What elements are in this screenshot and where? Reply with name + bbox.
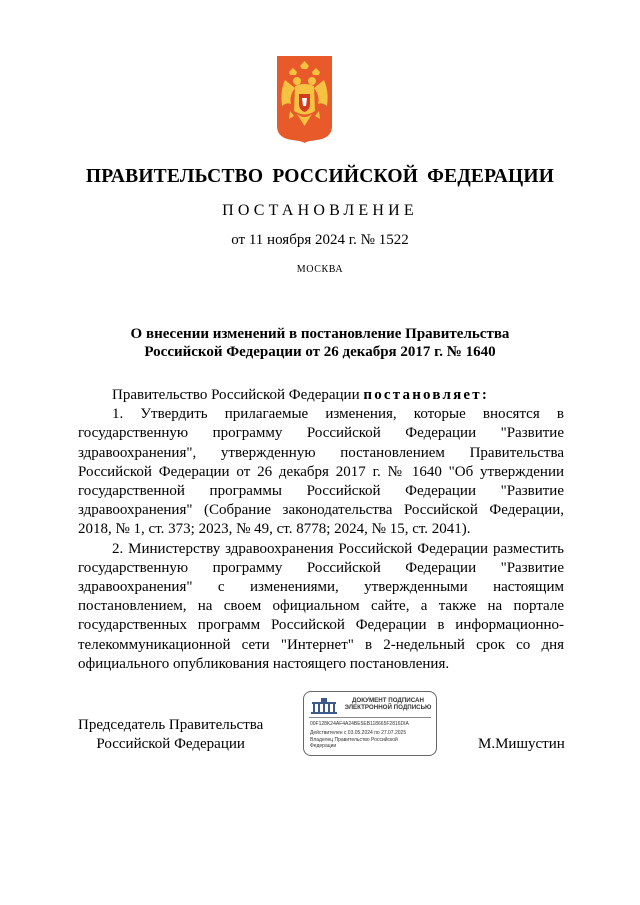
- intro-paragraph: [78, 386, 564, 405]
- document-city: МОСКВА: [296, 264, 344, 275]
- stamp-title: [342, 697, 434, 711]
- signatory-position: [78, 716, 263, 754]
- coat-of-arms-emblem: [277, 56, 332, 143]
- government-title: ПРАВИТЕЛЬСТВО РОССИЙСКОЙ ФЕДЕРАЦИИ: [85, 166, 555, 187]
- stamp-validity: Действителен с 03.05.2024 по 27.07.2025: [310, 730, 407, 736]
- document-subject: [100, 325, 540, 361]
- intro-decree-word: постановляет:: [363, 387, 490, 403]
- stamp-owner-line-1: Владелец Правительство Российской: [310, 737, 398, 743]
- signatory-position-line-2: Российской Федерации: [96, 736, 245, 752]
- signatory-position-line-1: Председатель Правительства: [78, 717, 264, 733]
- russian-coat-of-arms-icon: [277, 56, 332, 143]
- document-body: [78, 386, 564, 674]
- electronic-signature-stamp: [303, 691, 437, 756]
- stamp-divider: [309, 717, 431, 718]
- paragraph-1: 1. Утвердить прилагаемые изменения, которые вносятся в государственную программу Российской Федерации "Развитие здравоохранения", утвержденную постановлением Правительства Российской Федерации от 26 декабря 2017 г. № 1640 "Об утверждении государственной программы Российской Федерации "Развитие здравоохранения" (Собрание законодательства Российской Федерации, 2018, № 1, ст. 373; 2023, № 49, ст. 8778; 2024, № 15, ст. 2041).: [78, 406, 564, 538]
- stamp-owner-line-2: Федерации: [310, 743, 337, 749]
- subject-line-1: О внесении изменений в постановление Правительства: [130, 326, 510, 342]
- signatory-name: М.Мишустин: [478, 736, 565, 752]
- document-type: ПОСТАНОВЛЕНИЕ: [222, 202, 418, 219]
- stamp-certificate: 00F128K24AF4A24BE5EB118665F2816DIA: [310, 721, 409, 727]
- document-date-number: от 11 ноября 2024 г. № 1522: [231, 232, 409, 248]
- stamp-title-line-2: ЭЛЕКТРОННОЙ ПОДПИСЬЮ: [344, 704, 432, 711]
- intro-text: Правительство Российской Федерации: [112, 387, 364, 403]
- subject-line-2: Российской Федерации от 26 декабря 2017 г. № 1640: [144, 344, 496, 360]
- paragraph-2: 2. Министерству здравоохранения Российской Федерации разместить государственную программу Российской Федерации "Развитие здравоохранения" с изменениями, утвержденными настоящим постановлением, на своем официальном сайте, а также на портале государственных программ Российской Федерации в информационно-телекоммуникационной сети "Интернет" в 2-недельный срок со дня официального опубликования настоящего постановления.: [78, 540, 564, 672]
- government-building-icon: [310, 698, 338, 715]
- stamp-title-line-1: ДОКУМЕНТ ПОДПИСАН: [352, 697, 424, 704]
